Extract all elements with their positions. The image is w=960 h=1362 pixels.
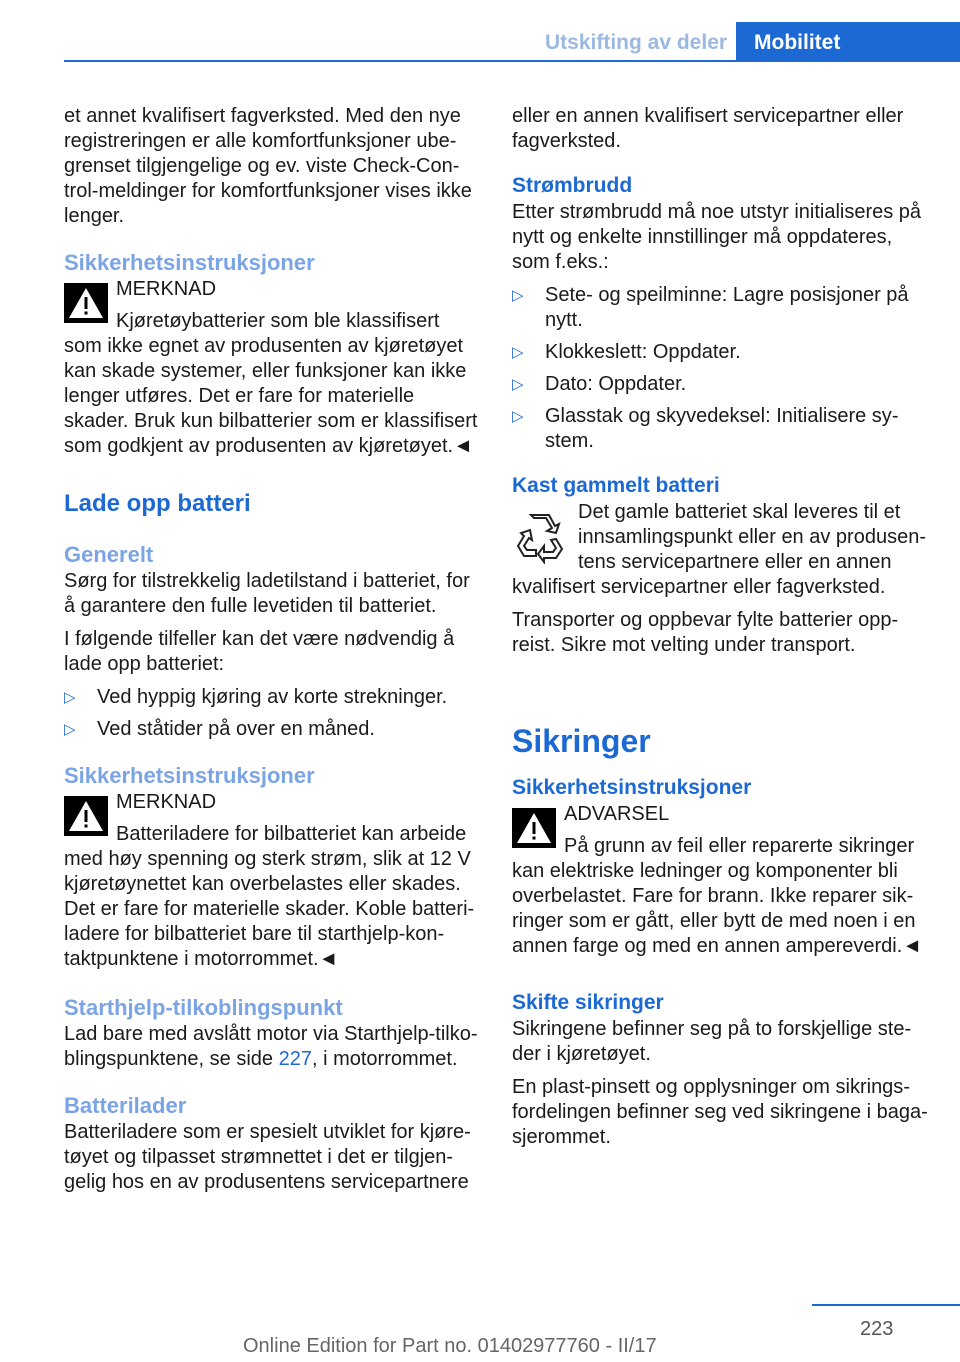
list-item: ▷ Dato: Oppdater.	[512, 372, 928, 397]
charge-paragraph-2: I følgende tilfeller kan det være nødvendig å lade opp batteriet:	[64, 628, 455, 675]
warning-triangle-icon	[512, 808, 556, 848]
jumpstart-paragraph: Lad bare med avslått motor via Starthjelp-tilkoblingspunktene, se side 227, i motorrommet.	[64, 1023, 478, 1070]
power-outage-list	[512, 283, 928, 454]
continued-paragraph: eller en annen kvalifisert servicepartner eller fagverksted.	[512, 105, 904, 152]
header-chapter-tab: Mobilitet	[736, 22, 960, 62]
warning-text: På grunn av feil eller reparerte sikringer kan elektriske ledninger og komponenter bli overbelastet. Fare for brann. Ikke reparer sikringer som er gått, eller bytt de med noen i en annen farge og med en annen ampereverdi.◄	[512, 835, 923, 957]
fuses-paragraph-2: En plast-pinsett og opplysninger om sikringsfordelingen befinner seg ved sikringene i bagasjerommet.	[512, 1076, 928, 1148]
dispose-text: Det gamle batteriet skal leveres til et innsamlingspunkt eller en av produsentens servicepartnere eller en annen kvalifisert servicepartner eller fagverksted.	[512, 501, 926, 598]
warning-triangle-icon	[64, 283, 108, 323]
page-reference-link[interactable]: 227	[278, 1048, 312, 1070]
notice-block-2	[64, 790, 480, 972]
edition-text: Online Edition for Part no. 01402977760 - II/17	[243, 1335, 657, 1357]
fuses-paragraph-1: Sikringene befinner seg på to forskjellige steder i kjøretøyet.	[512, 1018, 912, 1065]
recycle-notice	[512, 500, 928, 600]
notice-text: Kjøretøybatterier som ble klassifisert som ikke egnet av produsenten av kjøretøyet kan skade systemer, eller funksjoner kan ikke lenger utføres. Det er fare for materielle skader. Bruk kun bilbatterier som er klassifisert som godkjent av produsenten av kjøretøyet.◄	[64, 310, 478, 457]
notice-text: Batteriladere for bilbatteriet kan arbeide med høy spenning og sterk strøm, slik at 12 V kjøretøynettet kan overbelastes eller skades. Det er fare for materielle skader. Koble batteriladere for bilbatteriet bare til starthjelp-kontaktpunktene i motorrommet.◄	[64, 823, 475, 970]
power-outage-paragraph: Etter strømbrudd må noe utstyr initialiseres på nytt og enkelte innstillinger må oppdateres, som f.eks.:	[512, 201, 922, 273]
notice-block-1	[64, 277, 480, 459]
dispose-battery-heading: Kast gammelt batteri	[512, 474, 720, 497]
list-item: ▷ Sete- og speilminne: Lagre posisjoner på nytt.	[512, 283, 928, 333]
general-subheading: Generelt	[64, 542, 154, 567]
list-item: ▷ Glasstak og skyvedeksel: Initialisere system.	[512, 404, 928, 454]
safety-heading-1: Sikkerhetsinstruksjoner	[64, 250, 315, 275]
list-item: ▷ Ved hyppig kjøring av korte strekninger.	[64, 685, 480, 710]
header-rule	[64, 60, 960, 62]
charge-list	[64, 685, 480, 742]
fuses-title: Sikringer	[512, 723, 651, 759]
left-column	[64, 104, 480, 1203]
footer-rule	[812, 1304, 960, 1306]
change-fuses-heading: Skifte sikringer	[512, 991, 664, 1014]
charge-paragraph-1: Sørg for tilstrekkelig ladetilstand i batteriet, for å garantere den fulle levetiden til batteriet.	[64, 570, 470, 617]
warning-triangle-icon	[64, 796, 108, 836]
fuses-safety-heading: Sikkerhetsinstruksjoner	[512, 776, 752, 799]
list-item: ▷ Klokkeslett: Oppdater.	[512, 340, 928, 365]
intro-paragraph: et annet kvalifisert fagverksted. Med den nye registreringen er alle komfortfunksjoner ubegrenset tilgjengelige og ev. viste Check-Control-meldinger for komfortfunksjoner vises ikke lenger.	[64, 105, 472, 227]
page-number: 223	[860, 1318, 894, 1340]
jumpstart-heading: Starthjelp-tilkoblingspunkt	[64, 995, 343, 1020]
header-section-title: Utskifting av deler	[545, 31, 728, 54]
charge-heading: Lade opp batteri	[64, 490, 251, 517]
notice-label: MERKNAD	[116, 278, 217, 300]
list-item: ▷ Ved ståtider på over en måned.	[64, 717, 480, 742]
warning-label: ADVARSEL	[564, 803, 670, 825]
page-header	[0, 0, 960, 62]
notice-label: MERKNAD	[116, 791, 217, 813]
dispose-paragraph-2: Transporter og oppbevar fylte batterier oppreist. Sikre mot velting under transport.	[512, 609, 899, 656]
power-outage-heading: Strømbrudd	[512, 174, 633, 197]
charger-heading: Batterilader	[64, 1093, 187, 1118]
recycle-icon	[512, 508, 568, 564]
right-column	[512, 104, 928, 1158]
warning-block	[512, 802, 928, 959]
safety-heading-2: Sikkerhetsinstruksjoner	[64, 763, 315, 788]
charger-paragraph: Batteriladere som er spesielt utviklet for kjøretøyet og tilpasset strømnettet i det er tilgjengelig hos en av produsentens servicepartnere	[64, 1121, 471, 1193]
